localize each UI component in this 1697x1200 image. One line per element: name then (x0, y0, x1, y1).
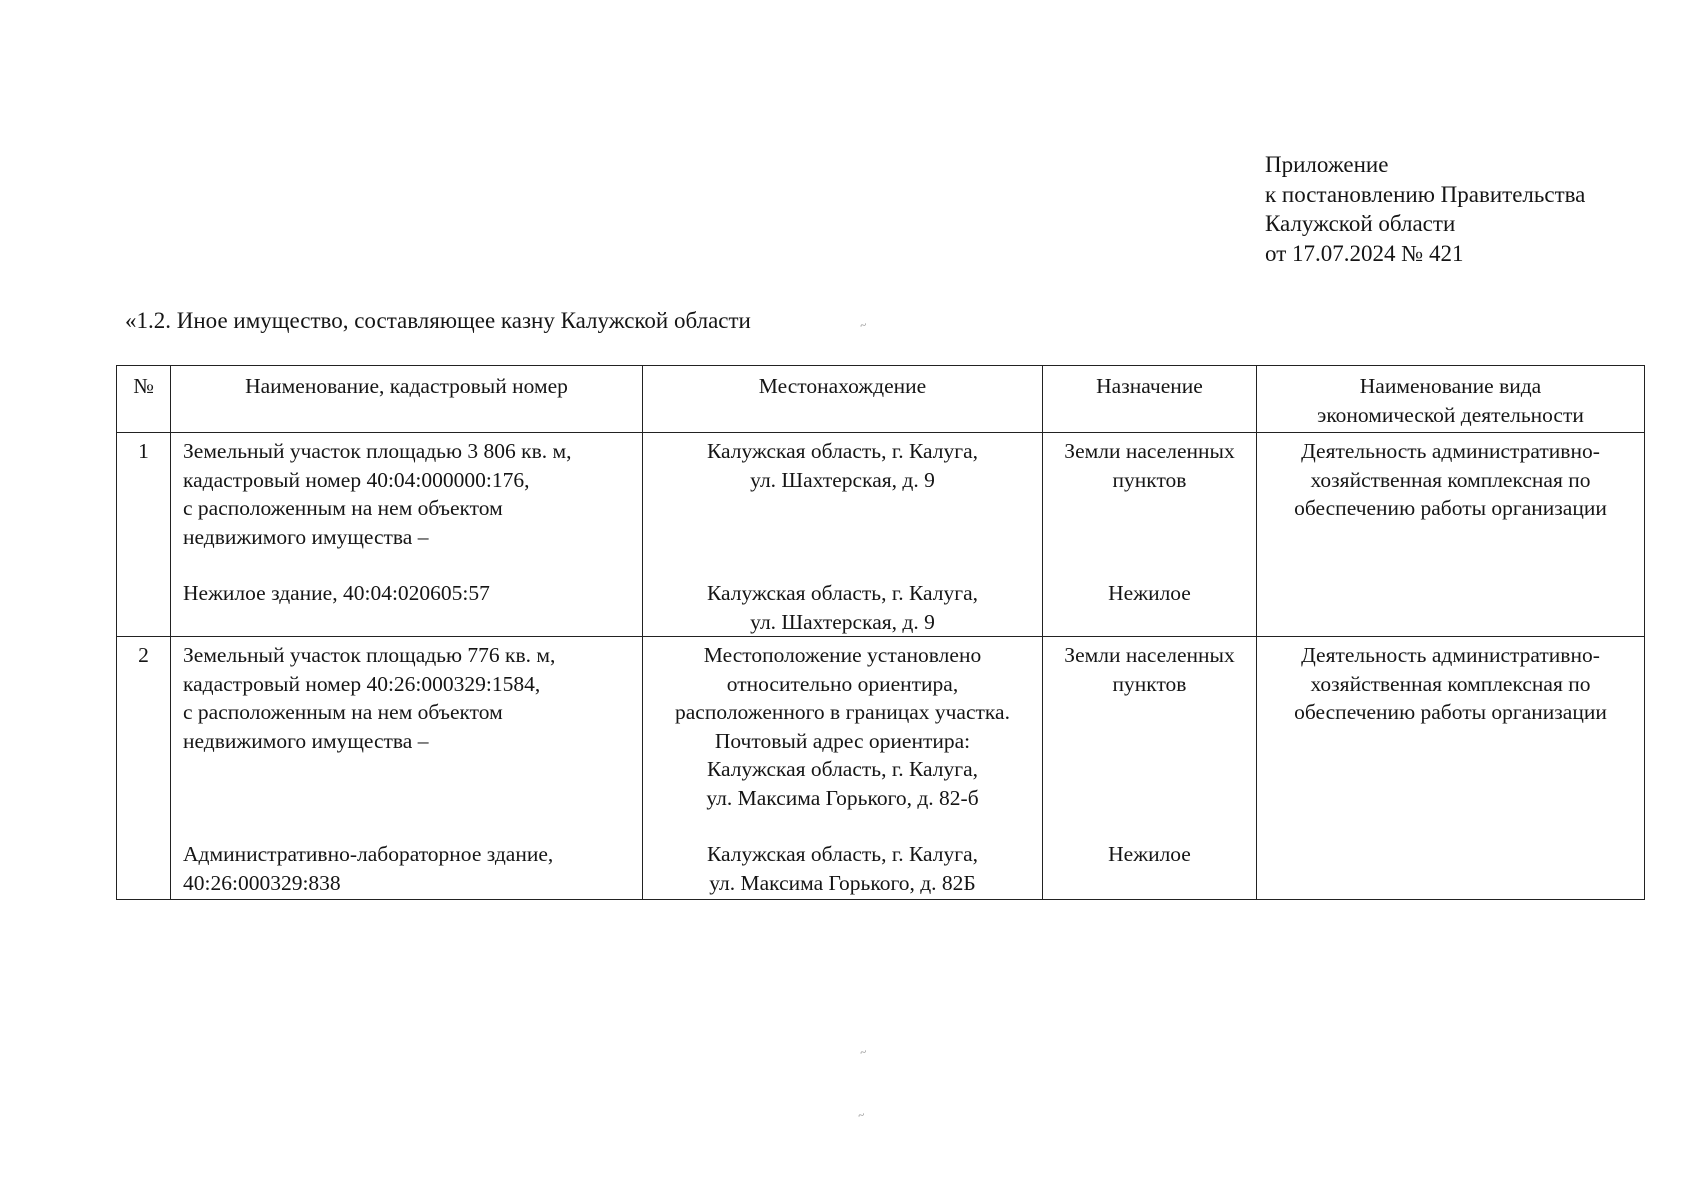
building-line: 40:26:000329:838 (183, 870, 341, 895)
appendix-line-1: Приложение (1265, 152, 1389, 177)
header-purpose: Назначение (1043, 366, 1257, 433)
appendix-line-3: Калужской области (1265, 211, 1456, 236)
activity-line: Деятельность административно- (1301, 643, 1600, 667)
row-number (117, 433, 171, 637)
header-activity (1257, 366, 1645, 433)
row-number-text: 2 (138, 643, 149, 667)
building-location-line: ул. Шахтерская, д. 9 (750, 609, 935, 634)
appendix-line-2: к постановлению Правительства (1265, 181, 1586, 207)
name-line: с расположенным на нем объектом (183, 700, 503, 724)
purpose-cell (1043, 637, 1257, 900)
name-line: кадастровый номер 40:04:000000:176, (183, 467, 530, 492)
purpose-line: пунктов (1112, 671, 1187, 696)
purpose-line: Земли населенных (1064, 439, 1235, 463)
appendix-block (1265, 150, 1585, 268)
section-title: «1.2. Иное имущество, составляющее казну Калужской области (125, 308, 751, 333)
table-row (117, 637, 1645, 900)
building-location-line: Калужская область, г. Калуга, (707, 581, 978, 605)
name-line: недвижимого имущества – (183, 728, 429, 753)
location-line: Почтовый адрес ориентира: (714, 728, 971, 753)
header-name: Наименование, кадастровый номер (171, 366, 643, 433)
purpose-line: Земли населенных (1064, 643, 1235, 667)
name-cell (171, 637, 643, 900)
location-cell (643, 433, 1043, 637)
building-line: Административно-лабораторное здание, (183, 842, 554, 866)
name-line: Земельный участок площадью 776 кв. м, (183, 643, 556, 667)
activity-line: хозяйственная комплексная по (1310, 671, 1591, 696)
location-cell (643, 637, 1043, 900)
activity-cell (1257, 637, 1645, 900)
location-line: Калужская область, г. Калуга, (707, 757, 978, 781)
scan-mark: ~ (857, 1044, 869, 1060)
building-location-line: Калужская область, г. Калуга, (707, 842, 978, 866)
building-purpose: Нежилое (1108, 581, 1191, 605)
location-line: Калужская область, г. Калуга, (707, 439, 978, 463)
scan-mark: ~ (857, 317, 869, 333)
location-line: ул. Шахтерская, д. 9 (750, 467, 935, 492)
purpose-cell (1043, 433, 1257, 637)
scan-mark: ~ (855, 1107, 867, 1123)
location-line: Местоположение установлено (703, 643, 982, 667)
activity-line: обеспечению работы организации (1294, 496, 1607, 520)
name-line: кадастровый номер 40:26:000329:1584, (183, 671, 541, 696)
table-header-row (117, 366, 1645, 433)
header-activity-line-1: Наименование вида (1359, 374, 1542, 398)
header-location: Местонахождение (643, 366, 1043, 433)
appendix-line-4: от 17.07.2024 № 421 (1265, 240, 1464, 266)
building-purpose: Нежилое (1108, 842, 1191, 866)
purpose-line: пунктов (1112, 467, 1187, 492)
name-line: с расположенным на нем объектом (183, 496, 503, 520)
row-number-text: 1 (138, 439, 149, 463)
table-row (117, 433, 1645, 637)
building-line: Нежилое здание, 40:04:020605:57 (183, 581, 490, 605)
location-line: относительно ориентира, (726, 671, 959, 696)
name-line: Земельный участок площадью 3 806 кв. м, (183, 439, 572, 463)
property-table (116, 365, 1645, 900)
row-number (117, 637, 171, 900)
activity-cell (1257, 433, 1645, 637)
name-line: недвижимого имущества – (183, 524, 429, 549)
location-line: ул. Максима Горького, д. 82-б (706, 785, 979, 810)
building-location-line: ул. Максима Горького, д. 82Б (709, 870, 976, 895)
location-line: расположенного в границах участка. (675, 700, 1010, 724)
header-activity-line-2: экономической деятельности (1317, 402, 1584, 427)
activity-line: Деятельность административно- (1301, 439, 1600, 463)
name-cell (171, 433, 643, 637)
activity-line: обеспечению работы организации (1294, 700, 1607, 724)
activity-line: хозяйственная комплексная по (1310, 467, 1591, 492)
header-num: № (117, 366, 171, 433)
